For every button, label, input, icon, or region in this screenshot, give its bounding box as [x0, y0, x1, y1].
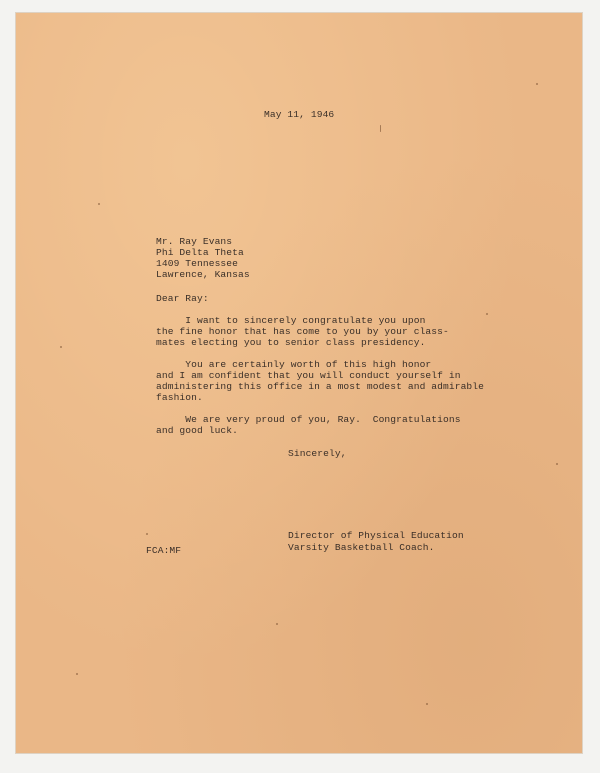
paragraph-2-line: and I am confident that you will conduct yourself in — [156, 370, 461, 381]
paper-speck — [60, 346, 62, 348]
closing: Sincerely, — [288, 448, 347, 459]
salutation: Dear Ray: — [156, 293, 209, 304]
paper-speck — [426, 703, 428, 705]
paragraph-1-line: I want to sincerely congratulate you upon — [156, 315, 426, 326]
recipient-street: 1409 Tennessee — [156, 258, 239, 269]
paper-speck — [146, 533, 148, 535]
paper-speck — [536, 83, 538, 85]
paper-speck — [76, 673, 78, 675]
paper-speck — [276, 623, 278, 625]
recipient-name: Mr. Ray Evans — [156, 236, 233, 247]
paragraph-2-line: administering this office in a most modest and admirable — [156, 381, 485, 392]
signature-title-1: Director of Physical Education — [288, 530, 464, 541]
paragraph-2-line: You are certainly worth of this high honor — [156, 359, 432, 370]
paper-speck — [98, 203, 100, 205]
paragraph-1-line: the fine honor that has come to you by your class- — [156, 326, 449, 337]
recipient-city: Lawrence, Kansas — [156, 269, 250, 280]
paragraph-2-line: fashion. — [156, 392, 203, 403]
paragraph-1-line: mates electing you to senior class presidency. — [156, 337, 426, 348]
paper-speck — [556, 463, 558, 465]
paper-speck — [486, 313, 488, 315]
paragraph-3-line: We are very proud of you, Ray. Congratulations — [156, 414, 461, 425]
recipient-organization: Phi Delta Theta — [156, 247, 244, 258]
paragraph-3-line: and good luck. — [156, 425, 239, 436]
reference-initials: FCA:MF — [146, 545, 182, 556]
paper-speck — [380, 125, 381, 132]
signature-title-2: Varsity Basketball Coach. — [288, 542, 435, 553]
letter-date: May 11, 1946 — [264, 109, 335, 120]
letter-paper — [16, 13, 582, 753]
